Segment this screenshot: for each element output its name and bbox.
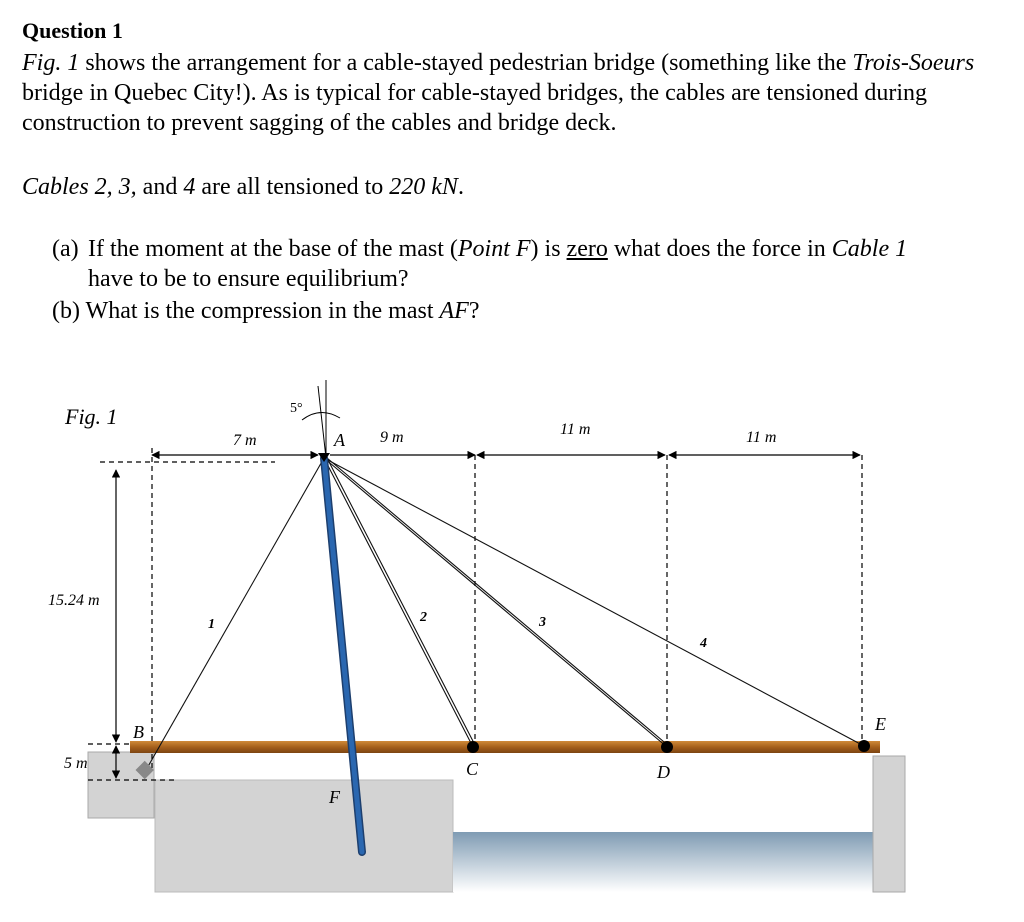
point-D-marker (661, 741, 673, 753)
cable-3-label: 3 (539, 615, 546, 630)
bridge-deck (130, 741, 880, 753)
angle-label: 5° (290, 401, 303, 416)
pier-block (155, 780, 453, 892)
part-b-label: (b) (52, 298, 80, 324)
cable-1 (146, 458, 324, 770)
cables-and: and (136, 174, 184, 200)
cables-force: 220 kN (389, 174, 458, 200)
part-a-text-4: have to be to ensure equilibrium? (88, 266, 409, 292)
question-title: Question 1 (22, 18, 123, 43)
part-a-text-3: what does the force in (607, 236, 832, 262)
cables-4: 4 (183, 174, 196, 200)
dim-9m: 9 m (380, 429, 404, 446)
point-A-label: A (334, 430, 345, 450)
dimension-arrows (116, 455, 860, 778)
point-E-label: E (875, 714, 886, 734)
dim-7m: 7 m (233, 432, 257, 449)
intro-fig-ref: Fig. 1 (22, 50, 80, 76)
point-C-label: C (466, 759, 479, 779)
right-abutment (873, 756, 905, 892)
cable-2-label: 2 (420, 610, 427, 625)
point-E-marker (858, 740, 870, 752)
part-a-cable: Cable 1 (831, 236, 908, 262)
cables (146, 458, 864, 770)
intro-text-1: shows the arrangement for a cable-stayed pedestrian bridge (something like the (79, 50, 853, 76)
cables-mid: are all tensioned to (195, 174, 390, 200)
point-C-marker (467, 741, 479, 753)
part-b-text-2: ? (468, 298, 480, 324)
height-label: 15.24 m (48, 592, 100, 609)
part-a-text-2: ) is (530, 236, 567, 262)
cable-3 (324, 458, 667, 747)
point-D-label: D (657, 762, 670, 782)
dim-11m-b: 11 m (746, 429, 777, 446)
intro-bridge-name: Trois-Soeurs (852, 50, 975, 76)
intro-text-2: bridge in Quebec City!). As is typical for cable-stayed bridges, the cables are tensioned during construction to prevent sagging of the cables and bridge deck. (22, 80, 928, 136)
cables-end: . (457, 174, 464, 200)
cables-list: Cables 2, 3, (22, 174, 137, 200)
guide-lines (88, 448, 862, 780)
point-B-label: B (133, 722, 144, 742)
point-F-label: F (329, 787, 340, 807)
dim-11m-a: 11 m (560, 421, 591, 438)
cable-4-label: 4 (700, 636, 707, 651)
fig-label: Fig. 1 (65, 404, 118, 429)
part-a-label: (a) (52, 236, 79, 262)
part-a-text-1: If the moment at the base of the mast ( (88, 236, 458, 262)
water (453, 832, 873, 892)
part-b-af: AF (439, 298, 469, 324)
cable-4 (324, 458, 864, 746)
part-a-point: Point F (457, 236, 531, 262)
base-height-label: 5 m (64, 755, 88, 772)
part-a-zero: zero (566, 236, 608, 262)
part-b-text-1: What is the compression in the mast (79, 298, 440, 324)
cable-1-label: 1 (208, 617, 215, 632)
